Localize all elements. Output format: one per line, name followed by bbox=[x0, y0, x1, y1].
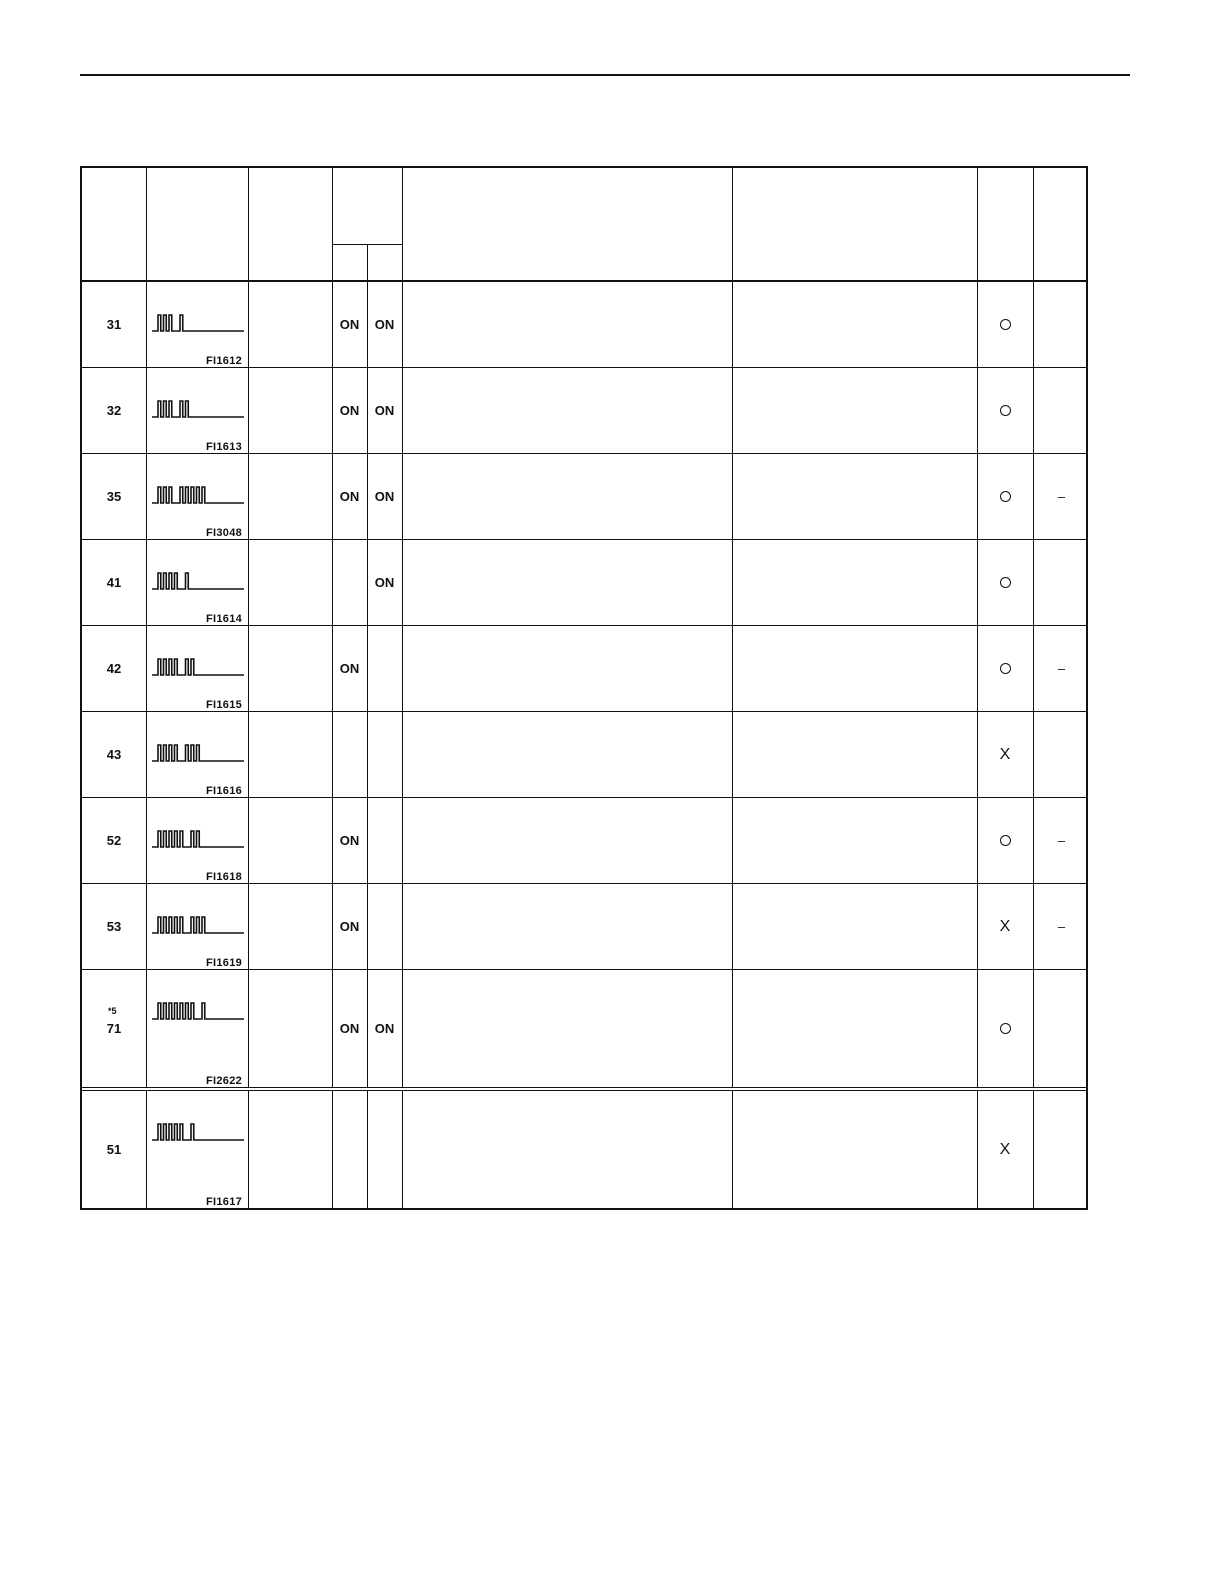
col-divider bbox=[732, 712, 733, 797]
col-divider bbox=[732, 454, 733, 539]
col-divider bbox=[248, 282, 249, 367]
col-divider bbox=[732, 1091, 733, 1208]
table-row bbox=[82, 712, 1086, 798]
footnote-mark: *5 bbox=[108, 1006, 117, 1016]
switch-1-state: ON bbox=[339, 317, 360, 332]
remark-dash: – bbox=[1057, 919, 1066, 934]
circle-icon bbox=[1000, 1023, 1011, 1034]
col-divider bbox=[732, 798, 733, 883]
col-divider bbox=[977, 168, 978, 280]
pulse-waveform bbox=[152, 398, 244, 420]
figure-id: FI1619 bbox=[206, 957, 243, 969]
col-divider bbox=[402, 168, 403, 280]
figure-id: FI1614 bbox=[206, 613, 243, 625]
result-circle bbox=[977, 626, 1033, 711]
waveform-trace bbox=[152, 745, 244, 761]
waveform-trace bbox=[152, 917, 244, 933]
switch-1-state: ON bbox=[339, 833, 360, 848]
col-divider bbox=[248, 626, 249, 711]
col-divider bbox=[402, 282, 403, 367]
circle-icon bbox=[1000, 491, 1011, 502]
code-number: 71 bbox=[106, 1021, 122, 1036]
switch-2-state bbox=[367, 884, 402, 969]
col-divider bbox=[732, 282, 733, 367]
col-divider bbox=[402, 1091, 403, 1208]
col-divider bbox=[248, 454, 249, 539]
col-divider bbox=[146, 626, 147, 711]
code-number: 43 bbox=[106, 747, 122, 762]
switch-2-state bbox=[367, 798, 402, 883]
switch-1-state: ON bbox=[339, 1021, 360, 1036]
table-row bbox=[82, 540, 1086, 626]
table-row bbox=[82, 626, 1086, 712]
switch-2-state: ON bbox=[374, 403, 395, 418]
col-divider bbox=[402, 884, 403, 969]
col-divider bbox=[146, 970, 147, 1087]
circle-icon bbox=[1000, 319, 1011, 330]
switch-1-state bbox=[332, 712, 367, 797]
col-divider bbox=[248, 368, 249, 453]
pulse-waveform bbox=[152, 742, 244, 764]
result-circle bbox=[977, 970, 1033, 1087]
remark-dash: – bbox=[1057, 661, 1066, 676]
col-divider bbox=[146, 1091, 147, 1208]
switch-2-state bbox=[367, 626, 402, 711]
result-circle bbox=[977, 454, 1033, 539]
code-number: 35 bbox=[106, 489, 122, 504]
figure-id: FI1618 bbox=[206, 871, 243, 883]
circle-icon bbox=[1000, 405, 1011, 416]
col-divider bbox=[402, 540, 403, 625]
col-divider bbox=[146, 282, 147, 367]
remark-dash bbox=[1033, 368, 1090, 453]
figure-id: FI1612 bbox=[206, 355, 243, 367]
col-divider bbox=[248, 712, 249, 797]
waveform-trace bbox=[152, 487, 244, 503]
switch-2-state bbox=[367, 712, 402, 797]
col-divider bbox=[146, 798, 147, 883]
pulse-waveform bbox=[152, 312, 244, 334]
col-divider bbox=[402, 798, 403, 883]
switch-1-state: ON bbox=[339, 403, 360, 418]
col-divider bbox=[402, 970, 403, 1087]
top-rule bbox=[80, 74, 1130, 76]
remark-dash: – bbox=[1057, 489, 1066, 504]
remark-dash bbox=[1033, 1091, 1090, 1208]
col-divider bbox=[248, 168, 249, 280]
result-mark: X bbox=[999, 745, 1011, 763]
code-number: 31 bbox=[106, 317, 122, 332]
header-subdivider bbox=[367, 244, 368, 280]
col-divider bbox=[402, 712, 403, 797]
table-row bbox=[82, 1091, 1086, 1208]
pulse-waveform bbox=[152, 1121, 244, 1143]
code-number: 53 bbox=[106, 919, 122, 934]
figure-id: FI1613 bbox=[206, 441, 243, 453]
waveform-trace bbox=[152, 315, 244, 331]
switch-2-state: ON bbox=[374, 1021, 395, 1036]
waveform-trace bbox=[152, 1124, 244, 1140]
col-divider bbox=[146, 168, 147, 280]
switch-2-state bbox=[367, 1091, 402, 1208]
code-number: 42 bbox=[106, 661, 122, 676]
pulse-waveform bbox=[152, 570, 244, 592]
code-number: 52 bbox=[106, 833, 122, 848]
switch-1-state: ON bbox=[339, 661, 360, 676]
table-row bbox=[82, 798, 1086, 884]
waveform-trace bbox=[152, 659, 244, 675]
result-mark: X bbox=[999, 1140, 1011, 1158]
result-circle bbox=[977, 540, 1033, 625]
table-row bbox=[82, 884, 1086, 970]
waveform-trace bbox=[152, 401, 244, 417]
figure-id: FI1617 bbox=[206, 1196, 243, 1208]
circle-icon bbox=[1000, 663, 1011, 674]
figure-id: FI1616 bbox=[206, 785, 243, 797]
circle-icon bbox=[1000, 835, 1011, 846]
pulse-waveform bbox=[152, 828, 244, 850]
waveform-trace bbox=[152, 831, 244, 847]
figure-id: FI2622 bbox=[206, 1075, 243, 1087]
col-divider bbox=[332, 168, 333, 280]
col-divider bbox=[248, 884, 249, 969]
remark-dash bbox=[1033, 540, 1090, 625]
table-row bbox=[82, 454, 1086, 540]
figure-id: FI1615 bbox=[206, 699, 243, 711]
table-header bbox=[82, 168, 1086, 282]
switch-2-state: ON bbox=[374, 317, 395, 332]
col-divider bbox=[402, 626, 403, 711]
col-divider bbox=[146, 884, 147, 969]
col-divider bbox=[146, 454, 147, 539]
pulse-waveform bbox=[152, 1000, 244, 1022]
switch-2-state: ON bbox=[374, 575, 395, 590]
pulse-waveform bbox=[152, 484, 244, 506]
switch-1-state bbox=[332, 540, 367, 625]
switch-2-state: ON bbox=[374, 489, 395, 504]
circle-icon bbox=[1000, 577, 1011, 588]
col-divider bbox=[146, 540, 147, 625]
col-divider bbox=[248, 1091, 249, 1208]
code-number: 51 bbox=[106, 1142, 122, 1157]
col-divider bbox=[146, 712, 147, 797]
col-divider bbox=[732, 970, 733, 1087]
remark-dash bbox=[1033, 712, 1090, 797]
pulse-waveform bbox=[152, 914, 244, 936]
col-divider bbox=[146, 368, 147, 453]
table-row bbox=[82, 368, 1086, 454]
waveform-trace bbox=[152, 1003, 244, 1019]
pulse-waveform bbox=[152, 656, 244, 678]
col-divider bbox=[248, 970, 249, 1087]
switch-1-state: ON bbox=[339, 489, 360, 504]
result-circle bbox=[977, 798, 1033, 883]
remark-dash bbox=[1033, 282, 1090, 367]
col-divider bbox=[248, 798, 249, 883]
result-mark: X bbox=[999, 917, 1011, 935]
result-circle bbox=[977, 282, 1033, 367]
col-divider bbox=[732, 540, 733, 625]
table-row bbox=[82, 282, 1086, 368]
code-number: 41 bbox=[106, 575, 122, 590]
col-divider bbox=[732, 368, 733, 453]
remark-dash bbox=[1033, 970, 1090, 1087]
switch-1-state bbox=[332, 1091, 367, 1208]
col-divider bbox=[732, 626, 733, 711]
col-divider bbox=[1033, 168, 1034, 280]
switch-1-state: ON bbox=[339, 919, 360, 934]
figure-id: FI3048 bbox=[206, 527, 243, 539]
col-divider bbox=[732, 884, 733, 969]
col-divider bbox=[402, 454, 403, 539]
col-divider bbox=[248, 540, 249, 625]
col-divider bbox=[732, 168, 733, 280]
waveform-trace bbox=[152, 573, 244, 589]
remark-dash: – bbox=[1057, 833, 1066, 848]
table-body bbox=[82, 282, 1086, 1208]
code-number: 32 bbox=[106, 403, 122, 418]
diagnostic-code-table bbox=[80, 166, 1088, 1210]
table-row bbox=[82, 970, 1086, 1091]
col-divider bbox=[402, 368, 403, 453]
result-circle bbox=[977, 368, 1033, 453]
